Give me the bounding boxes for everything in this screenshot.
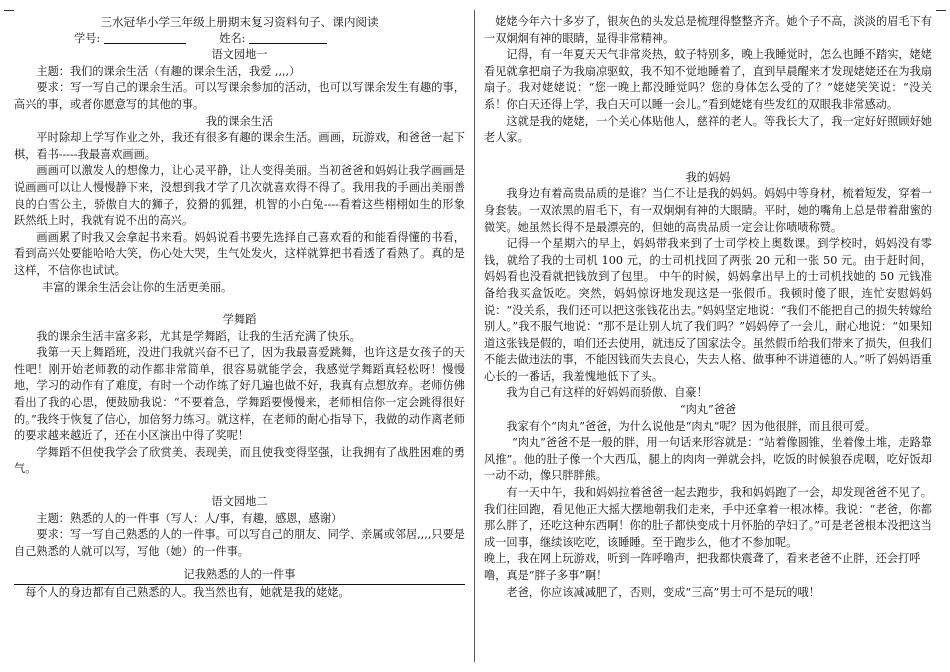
essay2-title: 学舞蹈 bbox=[222, 313, 257, 327]
document-title: 三水冠华小学三年级上册期末复习资料句子、课内阅读 bbox=[100, 15, 379, 29]
essay3-paragraph: 记得，有一年夏天天气非常炎热，蚊子特别多，晚上我睡觉时，怎么也睡不踏实，姥姥看见就拿把扇子为我扇凉驱蚊，我不知不觉地睡着了，直到早晨醒来才发现姥姥还在为我扇扇子。我对姥姥说：“您一晚上都没睡觉吗？您的身体怎么受的了？”姥姥笑笑说：“没关系！你白天还得上学，我白天可以睡一会儿。”看到姥姥有些发红的双眼我非常感动。 bbox=[484, 48, 932, 111]
essay4-paragraph: 我身边有着高贵品质的是谁？当仁不让是我的妈妈。妈妈中等身材，梳着短发，穿着一身套装。一双浓黑的眉毛下，有一双炯炯有神的大眼睛。平时，她的嘴角上总是带着甜蜜的微笑。她虽然长得不是最漂亮的，但她的高贵品质一定会让你啧啧称赞。 bbox=[484, 187, 932, 234]
unit1-heading: 语文园地一 bbox=[211, 48, 268, 62]
essay1-paragraph: 画画可以激发人的想像力，让心灵平静，让人变得美丽。当初爸爸和妈妈让我学画画是说画画可以让人慢慢静下来，没想到我才学了几次就喜欢得不得了。我用我的手画出美丽善良的白雪公主，骄傲自大的狮子，狡猾的狐狸，机智的小白兔----看着这些栩栩如生的形象跃然纸上时，我就有说不出的高兴。 bbox=[14, 164, 465, 228]
unit2-requirement: 要求：写一写自己熟悉的人的一件事。可以写自己的朋友、同学、亲属或邻居,,,,只要是自己熟悉的人就可以写，写他（她）的一件事。 bbox=[14, 528, 465, 558]
right-column bbox=[484, 14, 932, 601]
essay2-paragraph: 我的课余生活丰富多彩，尤其是学舞蹈，让我的生活充满了快乐。 bbox=[36, 329, 361, 343]
unit2-heading: 语文园地二 bbox=[211, 495, 268, 509]
essay1-title: 我的课余生活 bbox=[205, 114, 274, 128]
essay3-paragraph: 姥姥今年六十多岁了，银灰色的头发总是梳理得整整齐齐。她个子不高，淡淡的眉毛下有一双炯炯有神的眼睛，显得非常精神。 bbox=[484, 15, 932, 45]
essay5-title: “肉丸”爸爸 bbox=[679, 403, 737, 417]
left-column bbox=[14, 14, 465, 602]
essay3-title: 记我熟悉的人的一件事 bbox=[183, 568, 296, 582]
essay1-paragraph: 丰富的课余生活会让你的生活更美丽。 bbox=[42, 280, 233, 294]
student-name-blank[interactable] bbox=[249, 31, 327, 44]
student-number-blank[interactable] bbox=[104, 31, 186, 44]
essay3-paragraph: 这就是我的姥姥，一个关心体贴他人，慈祥的老人。等我长大了，我一定好好照顾好她老人家。 bbox=[484, 114, 932, 145]
essay4-paragraph: 记得一个星期六的早上，妈妈带我来到了士司学校上奥数课。到学校时，妈妈没有零钱，就给了我的士司机 100 元，的士司机找回了两张 20 元和一张 50 元。由于赶时间，妈妈看也没看就把钱放到了包里。 中午的时候，妈妈拿出早上的士司机找她的 50 元钱准备给我买盒饭吃。突然，妈妈惊讶地发现这是一张假币。我顿时傻了眼，连忙安慰妈妈说：“没关系，我们还可以把这张钱花出去。”妈妈坚定地说：“我们不能把自己的损失转嫁给别人。”我不服气地说：“那不是让别人坑了我们吗？”妈妈停了一会儿，耐心地说：“如果知道这张钱是假的，咱们还去使用，就违反了国家法令。虽然假币给我们带来了损失，但我们不能去做违法的事，不能因钱而失去良心，失去人格、做事种不讲道德的人。”听了妈妈语重心长的一番话，我羞愧地低下了头。 bbox=[484, 237, 932, 383]
essay4-title: 我的妈妈 bbox=[685, 170, 731, 184]
unit2-topic: 主题：熟悉的人的一件事（写人：人/事，有趣，感恩，感谢） bbox=[36, 511, 343, 525]
essay5-paragraph: 我家有个“肉丸”爸爸，为什么说他是“肉丸”呢？因为他很胖，而且很可爱。 bbox=[506, 419, 877, 433]
essay3-paragraph: 每个人的身边都有自己熟悉的人。我当然也有，她就是我的姥姥。 bbox=[25, 586, 350, 599]
column-divider bbox=[474, 10, 475, 662]
corner-mark bbox=[4, 10, 14, 11]
essay4-paragraph: 我为自己有这样的好妈妈而骄傲、自豪！ bbox=[506, 386, 708, 400]
student-number-label: 学号: bbox=[74, 31, 101, 45]
student-info-line bbox=[14, 31, 465, 48]
essay5-paragraph: 晚上，我在网上玩游戏，听到一阵呼噜声，把我都快震聋了，看来老爸不止胖，还会打呼噜，真是“胖子多事”啊！ bbox=[484, 552, 921, 582]
essay5-paragraph: “肉丸”爸爸不是一般的胖，用一句话来形容就是：“站着像圆锥，坐着像土堆，走路靠风推”。他的肚子像一个大西瓜，腿上的肉肉一弹就会抖，吃饭的时候狼吞虎咽，吃好饭却一动不动，像只胖胖熊。 bbox=[484, 436, 932, 483]
essay5-paragraph: 老爸，你应该减减肥了，否则，变成“三高”男士可不是玩的哦！ bbox=[506, 585, 820, 599]
unit1-topic: 主题：我们的课余生活（有趣的课余生活，我爱 ,,,,） bbox=[36, 64, 301, 78]
essay2-paragraph: 学舞蹈不但使我学会了欣赏美、表现美，而且使我变得坚强，让我拥有了战胜困难的勇气。 bbox=[14, 445, 465, 476]
student-name-label: 姓名: bbox=[219, 31, 246, 45]
essay1-paragraph: 画画累了时我又会拿起书来看。妈妈说看书要先选择自己喜欢看的和能看得懂的书看，看到高兴处要能哈哈大笑，伤心处大哭，生气处发火，这样就算把书看透了看熟了。真的是这样，不信你也试试。 bbox=[14, 230, 465, 277]
corner-mark bbox=[936, 10, 946, 11]
essay2-paragraph: 我第一天上舞蹈班，没进门我就兴奋不已了，因为我最喜爱跳舞，也许这是女孩子的天性吧！刚开始老师教的动作都非常简单，很容易就能学会，我感觉学舞蹈真轻松呀！慢慢地，学习的动作有了难度，有时一个动作练了好几遍也做不好，我真有点想放弃。老师仿佛看出了我的心思，便鼓励我说：“不要着急，学舞蹈要慢慢来，老师相信你一定会跳得很好的。”我终于恢复了信心，加倍努力练习。就这样，在老师的耐心指导下，我做的动作离老师的要求越来越近了，还在小区演出中得了奖呢！ bbox=[14, 346, 465, 443]
unit1-requirement: 要求：写一写自己的课余生活。可以写课余参加的活动，也可以写课余发生有趣的事，高兴的事，或者你愿意写的其他的事。 bbox=[14, 81, 465, 111]
essay1-paragraph: 平时除却上学写作业之外，我还有很多有趣的课余生活。画画，玩游戏，和爸爸一起下棋，看书-----我最喜欢画画。 bbox=[14, 131, 465, 161]
essay5-paragraph: 有一天中午，我和妈妈拉着爸爸一起去跑步，我和妈妈跑了一会，却发现爸爸不见了。我们往回跑，看见他正大摇大摆地朝我们走来，手中还拿着一根冰棒。我说：“老爸，你都那么胖了，还吃这种东西啊！你的肚子都快变成十月怀胎的孕妇了。”可是老爸根本没把这当成一回事，继续该吃吃，该睡睡。至于跑步么，他才不参加呢。 bbox=[484, 486, 932, 549]
